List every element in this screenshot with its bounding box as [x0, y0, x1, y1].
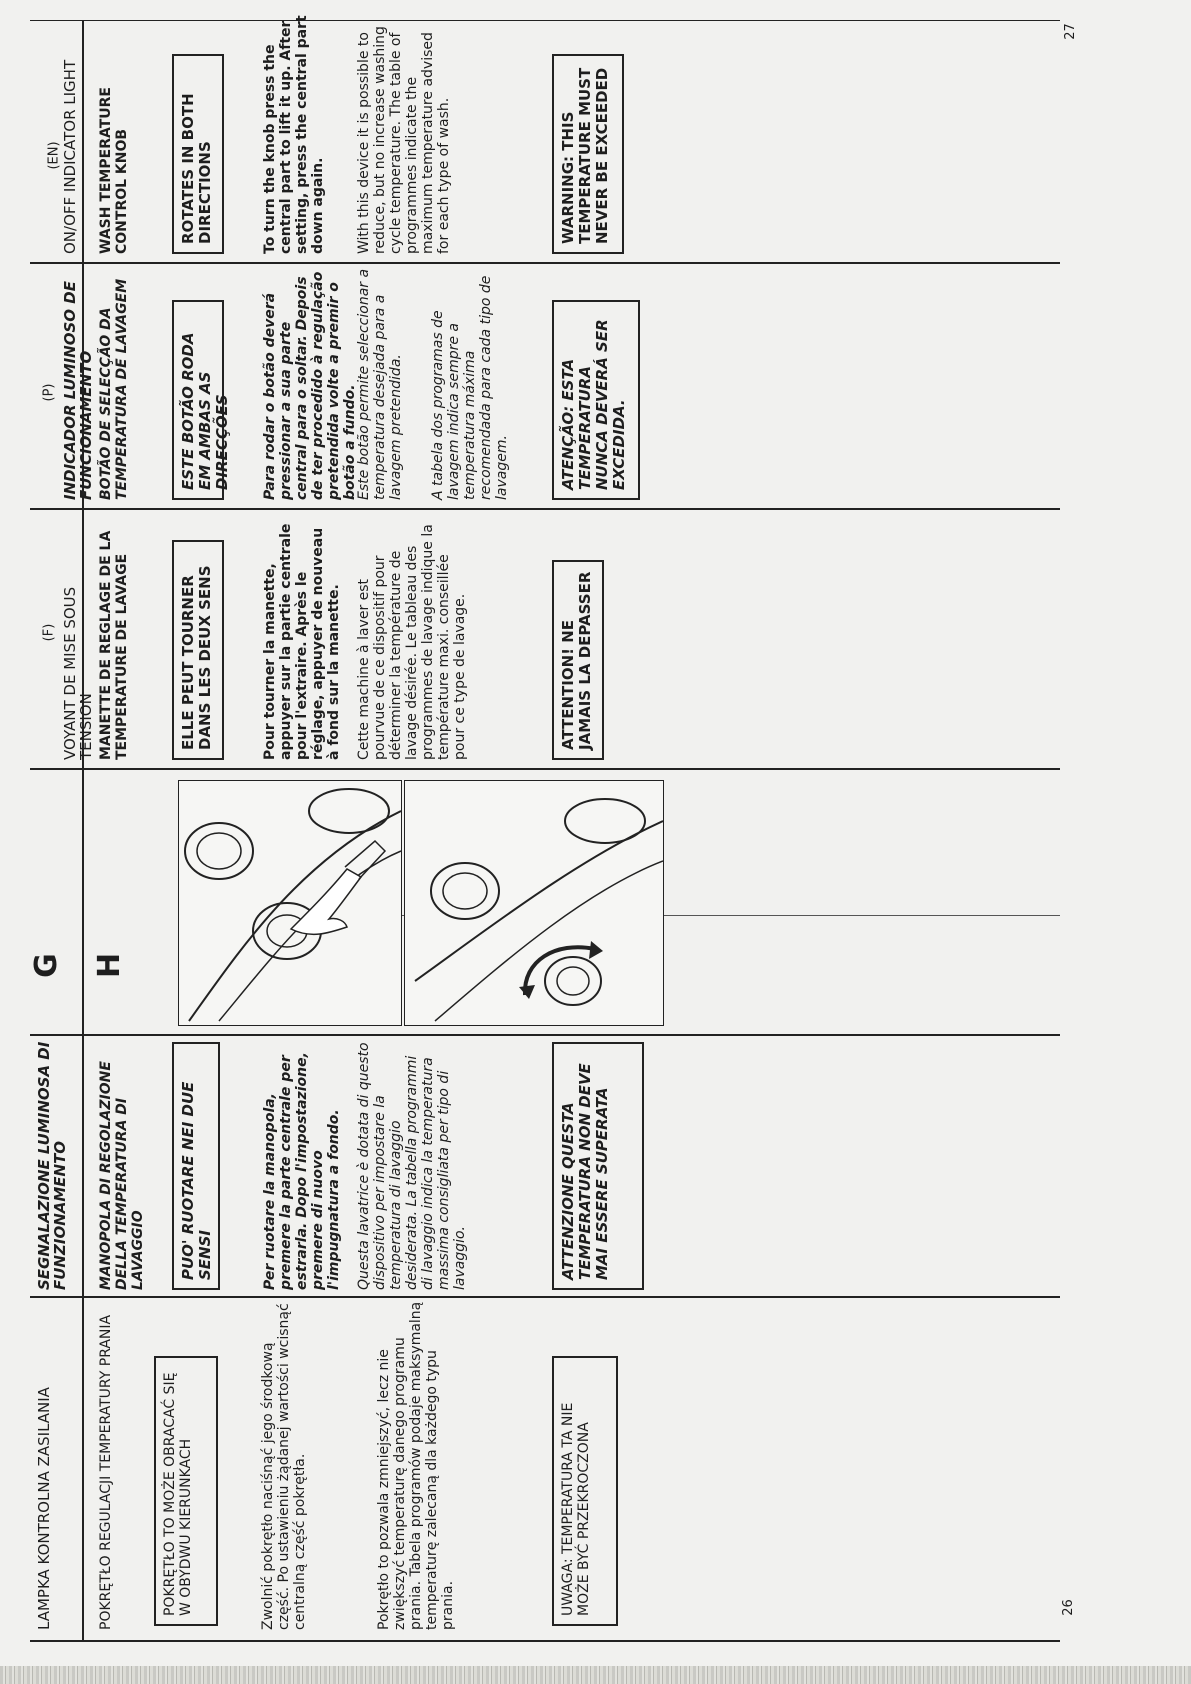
it-para-1: Per ruotare la manopola, premere la parte centrale per estrarla. Dopo l'impostazione, premere di nuovo l'impugnatura a fondo.: [262, 1052, 342, 1290]
top-rule: [30, 20, 1060, 21]
pt-rotate-box: ESTE BOTÃO RODA EM AMBAS AS DIRECÇÕES: [172, 300, 224, 500]
it-warning-box: ATTENZIONE QUESTA TEMPERATURA NON DEVE MAI ESSERE SUPERATA: [552, 1042, 644, 1290]
pt-para-1: Para rodar o botão deverá pressionar a sua parte central para o soltar. Depois de ter procedido à regulação pretendida volte a premir o botão a fundo.: [262, 271, 358, 500]
en-knob-title: WASH TEMPERATURE CONTROL KNOB: [98, 87, 130, 254]
pt-warning-box: ATENÇÃO: ESTA TEMPERATURA NUNCA DEVERÁ SER EXCEDIDA.: [552, 300, 640, 500]
it-header: SEGNALAZIONE LUMINOSA DI FUNZIONAMENTO: [35, 1041, 69, 1290]
it-rotate-box: PUO' RUOTARE NEI DUE SENSI: [172, 1042, 220, 1290]
lang-mark-pt: (P): [41, 383, 57, 402]
fr-knob-title: MANETTE DE REGLAGE DE LA TEMPERATURE DE LAVAGE: [98, 530, 130, 760]
lang-mark-fr: (F): [41, 623, 57, 642]
it-knob-title: MANOPOLA DI REGOLAZIONE DELLA TEMPERATURA DI LAVAGGIO: [98, 1061, 146, 1290]
pt-para-3: A tabela dos programas de lavagem indica sempre a temperatura máxima recomendada para cada tipo de lavagem.: [430, 275, 510, 500]
pt-para-2: Este botão permite seleccionar a temperatura desejada para a lavagem pretendida.: [356, 268, 404, 500]
page-number-left: 26: [1060, 1599, 1076, 1616]
rule-pt-en: [30, 262, 1060, 264]
en-header: ON/OFF INDICATOR LIGHT: [61, 59, 79, 254]
pl-para-1: Zwolnić pokrętło naciśnąć jego środkową część. Po ustawieniu żądanej wartości wcisnąć centralną część pokrętła.: [260, 1303, 308, 1630]
fr-rotate-box: ELLE PEUT TOURNER DANS LES DEUX SENS: [172, 540, 224, 760]
fr-header: VOYANT DE MISE SOUS TENSION: [61, 586, 95, 760]
it-para-2: Questa lavatrice è dotata di questo dispositivo per impostare la temperatura di lavaggio desiderata. La tabella programmi di lavaggio indica la temperatura massima consigliata per tipo di lavaggio.: [356, 1042, 468, 1290]
knob-rotate-illustration: [404, 780, 664, 1026]
rule-fr-pt: [30, 508, 1060, 510]
hand-press-knob-icon: [179, 781, 401, 1025]
knob-press-illustration: [178, 780, 402, 1026]
pl-para-2: Pokrętło to pozwala zmniejszyć, lecz nie zwiększyć temperaturę danego programu prania. Tabela programów podaje maksymalną temperaturę zalecaną dla każdego typu prania.: [376, 1301, 456, 1630]
rule-g-fr: [30, 768, 1060, 770]
section-letter-h: H: [92, 952, 128, 979]
fr-warning-box: ATTENTION! NE JAMAIS LA DEPASSER: [552, 560, 604, 760]
fr-para-2: Cette machine à laver est pourvue de ce dispositif pour déterminer la température de lavage désirée. Le tableau des programmes de lavage indique la température maxi. conseillée pour ce type de lavage.: [356, 524, 468, 760]
page-number-right: 27: [1062, 23, 1078, 40]
header-band-rule: [82, 20, 84, 1640]
pl-warning-box: UWAGA: TEMPERATURA TA NIE MOŻE BYĆ PRZEKROCZONA: [552, 1356, 618, 1626]
rule-below-pl: [30, 1640, 1060, 1642]
fr-para-1: Pour tourner la manette, appuyer sur la partie centrale pour l'extraire. Après le réglage, appuyer de nouveau à fond sur la manette.: [262, 523, 342, 760]
rule-pl-it: [30, 1296, 1060, 1298]
rotate-knob-icon: [405, 781, 663, 1025]
scan-edge-noise: [0, 1666, 1191, 1684]
pt-knob-title: BOTÃO DE SELECÇÃO DA TEMPERATURA DE LAVAGEM: [98, 278, 130, 500]
en-rotate-box: ROTATES IN BOTH DIRECTIONS: [172, 54, 224, 254]
en-para-2: With this device it is possible to reduce, but no increase washing cycle temperature. The table of programmes indicate the maximum temperature advised for each type of wash.: [356, 26, 452, 254]
pt-header: INDICADOR LUMINOSO DE FUNCIONAMENTO: [61, 281, 95, 500]
en-para-1: To turn the knob press the central part to lift it up. After setting, press the central part down again.: [262, 15, 326, 254]
pl-rotate-box: POKRĘTŁO TO MOŻE OBRACAĆ SIĘ W OBYDWU KIERUNKACH: [154, 1356, 218, 1626]
rule-it-g: [30, 1034, 1060, 1036]
pl-header: LAMPKA KONTROLNA ZASILANIA: [35, 1387, 53, 1630]
en-warning-box: WARNING: THIS TEMPERATURE MUST NEVER BE EXCEEDED: [552, 54, 624, 254]
section-letter-g: G: [28, 953, 64, 978]
lang-mark-en: (EN): [46, 141, 62, 170]
pl-knob-title: POKRĘTŁO REGULACJI TEMPERATURY PRANIA: [98, 1314, 114, 1630]
